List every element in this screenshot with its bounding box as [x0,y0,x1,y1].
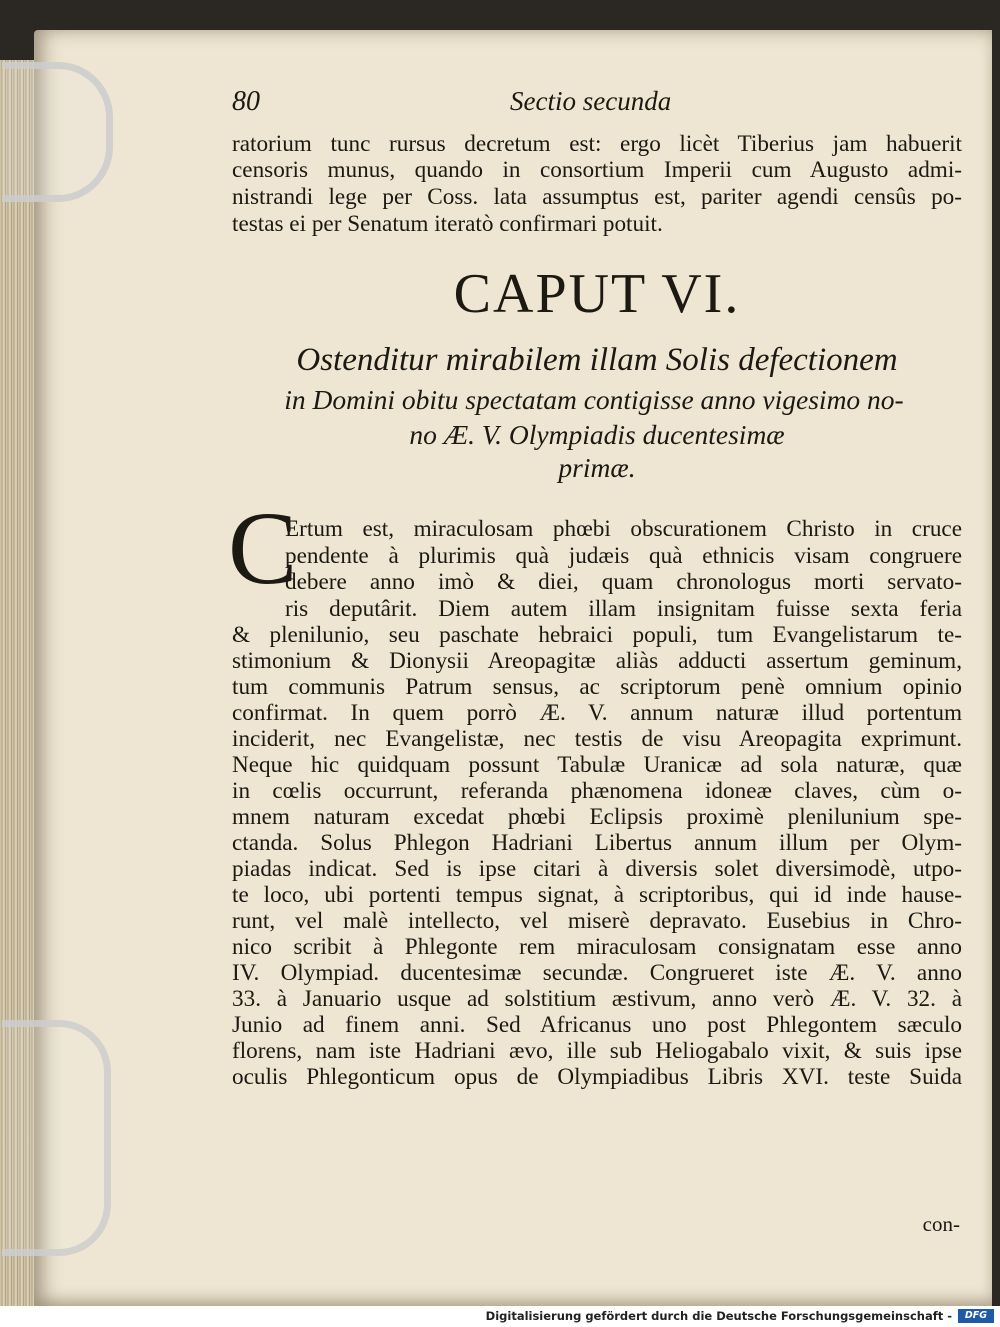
text-line: mnem naturam excedat phœbi Eclipsis proximè plenilunium spe- [232,804,962,830]
running-title: Sectio secunda [510,86,672,116]
text-line: ratorium tunc rursus decretum est: ergo licèt Tiberius jam habuerit [232,131,962,157]
text-line: in cœlis occurrunt, referanda phænomena idoneæ claves, cùm o- [232,778,962,804]
text-line: IV. Olympiad. ducentesimæ secundæ. Congrueret iste Æ. V. anno [232,960,962,986]
chapter-subtitle-line: Ostenditur mirabilem illam Solis defectionem [296,342,898,378]
text-line: oculis Phlegonticum opus de Olympiadibus Libris XVI. teste Suida [232,1064,962,1090]
text-line: pendente à plurimis quà judæis quà ethnicis visam congruere [285,543,962,569]
text-line: tum communis Patrum sensus, ac scriptorum penè omnium opinio [232,674,962,700]
page-clip-top [2,62,113,202]
page-header [232,86,962,126]
text-line: ris deputârit. Diem autem illam insignitam fuisse sexta feria [285,596,962,622]
text-line: Neque hic quidquam possunt Tabulæ Uranicæ ad sola naturæ, quæ [232,752,962,778]
chapter-title: CAPUT VI. [453,263,741,325]
drop-cap: C [228,491,298,606]
text-line: censoris munus, quando in consortium Imperii cum Augusto admi- [232,157,962,183]
text-line: florens, nam iste Hadriani ævo, ille sub Heliogabalo vixit, & suis ipse [232,1038,962,1064]
text-line: confirmat. In quem porrò Æ. V. annum naturæ illud portentum [232,700,962,726]
funding-notice: Digitalisierung gefördert durch die Deutsche Forschungsgemeinschaft - [485,1309,952,1323]
dfg-logo[interactable]: DFG [958,1309,994,1323]
catchword: con- [922,1212,960,1236]
text-line: te loco, ubi portenti tempus signat, à scriptoribus, qui id inde hause- [232,882,962,908]
text-line: piadas indicat. Sed is ipse citari à diversis solet diversimodè, utpo- [232,856,962,882]
footer-bar [0,1306,1000,1327]
text-line: debere anno imò & diei, quam chronologus morti servato- [285,569,962,595]
text-line: 33. à Januario usque ad solstitium æstivum, anno verò Æ. V. 32. à [232,986,962,1012]
text-line: ctanda. Solus Phlegon Hadriani Libertus annum illum per Olym- [232,830,962,856]
text-line: inciderit, nec Evangelistæ, nec testis de visu Areopagita exprimunt. [232,726,962,752]
text-line: testas ei per Senatum iteratò confirmari potuit. [232,211,663,237]
page-number: 80 [232,86,260,117]
page-clip-bottom [2,1020,111,1256]
chapter-subtitle-line: no Æ. V. Olympiadis ducentesimæ [409,419,785,450]
text-line: & plenilunio, seu paschate hebraici populi, tum Evangelistarum te- [232,622,962,648]
text-line: Junio ad finem anni. Sed Africanus uno post Phlegontem sæculo [232,1012,962,1038]
text-line: Ertum est, miraculosam phœbi obscurationem Christo in cruce [285,516,962,542]
text-line: runt, vel malè intellecto, vel miserè depravato. Eusebius in Chro- [232,908,962,934]
chapter-subtitle-line: primæ. [558,452,636,483]
text-line: nico scribit à Phlegonte rem miraculosam consignatam esse anno [232,934,962,960]
text-line: stimonium & Dionysii Areopagitæ aliàs adducti assertum geminum, [232,648,962,674]
chapter-subtitle-line: in Domini obitu spectatam contigisse anno vigesimo no- [284,384,904,415]
text-line: nistrandi lege per Coss. lata assumptus est, pariter agendi censûs po- [232,184,962,210]
